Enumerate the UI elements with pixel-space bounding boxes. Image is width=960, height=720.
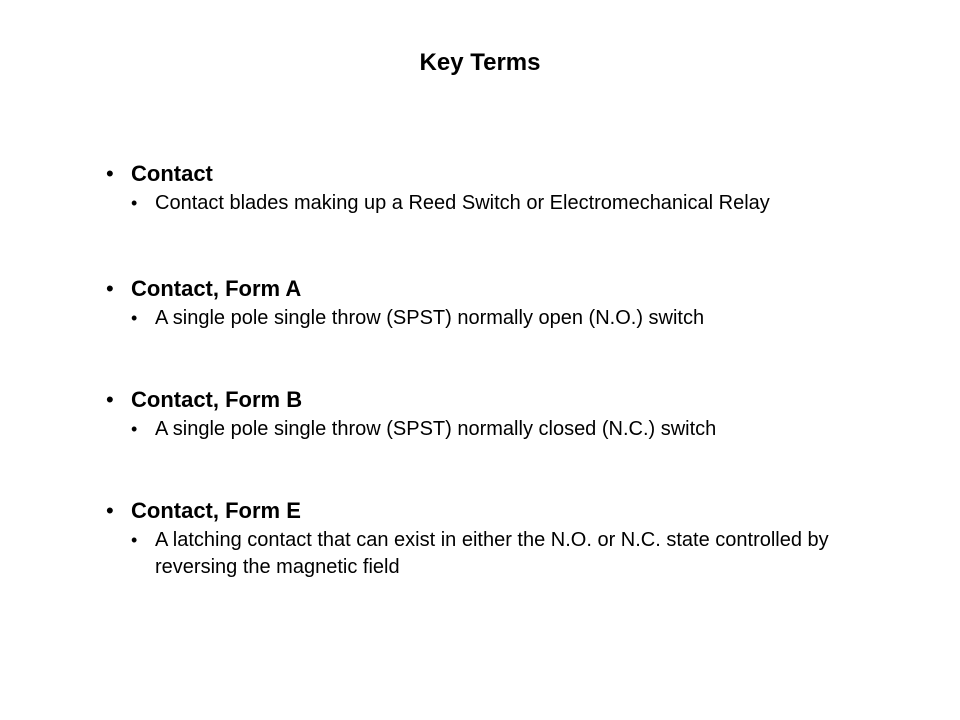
sub-bullet-icon: •	[131, 308, 138, 328]
bullet-icon: •	[106, 498, 114, 523]
sub-bullet-icon: •	[131, 419, 138, 439]
term-definition-text: Contact blades making up a Reed Switch or Electromechanical Relay	[155, 192, 770, 214]
term-heading: Contact	[131, 161, 213, 186]
term-item-contact-form-e	[106, 495, 846, 581]
term-definition	[131, 416, 846, 443]
bullet-icon: •	[106, 387, 114, 412]
term-definition-text: A single pole single throw (SPST) normally closed (N.C.) switch	[155, 418, 717, 440]
term-heading: Contact, Form B	[131, 387, 303, 412]
term-item-contact-form-b	[106, 384, 846, 443]
sub-bullet-icon: •	[131, 193, 138, 213]
term-definition	[131, 190, 846, 217]
term-definition	[131, 305, 846, 332]
term-heading: Contact, Form E	[131, 498, 301, 523]
term-item-contact-form-a	[106, 273, 846, 332]
term-item-contact	[106, 158, 846, 217]
term-definition-text: A latching contact that can exist in either the N.O. or N.C. state controlled by reversing the magnetic field	[155, 529, 829, 578]
term-definition-text: A single pole single throw (SPST) normally open (N.O.) switch	[155, 307, 705, 329]
term-list	[106, 158, 846, 637]
term-heading: Contact, Form A	[131, 276, 302, 301]
bullet-icon: •	[106, 161, 114, 186]
slide-title: Key Terms	[419, 49, 541, 76]
bullet-icon: •	[106, 276, 114, 301]
term-definition	[131, 527, 846, 581]
sub-bullet-icon: •	[131, 530, 138, 550]
